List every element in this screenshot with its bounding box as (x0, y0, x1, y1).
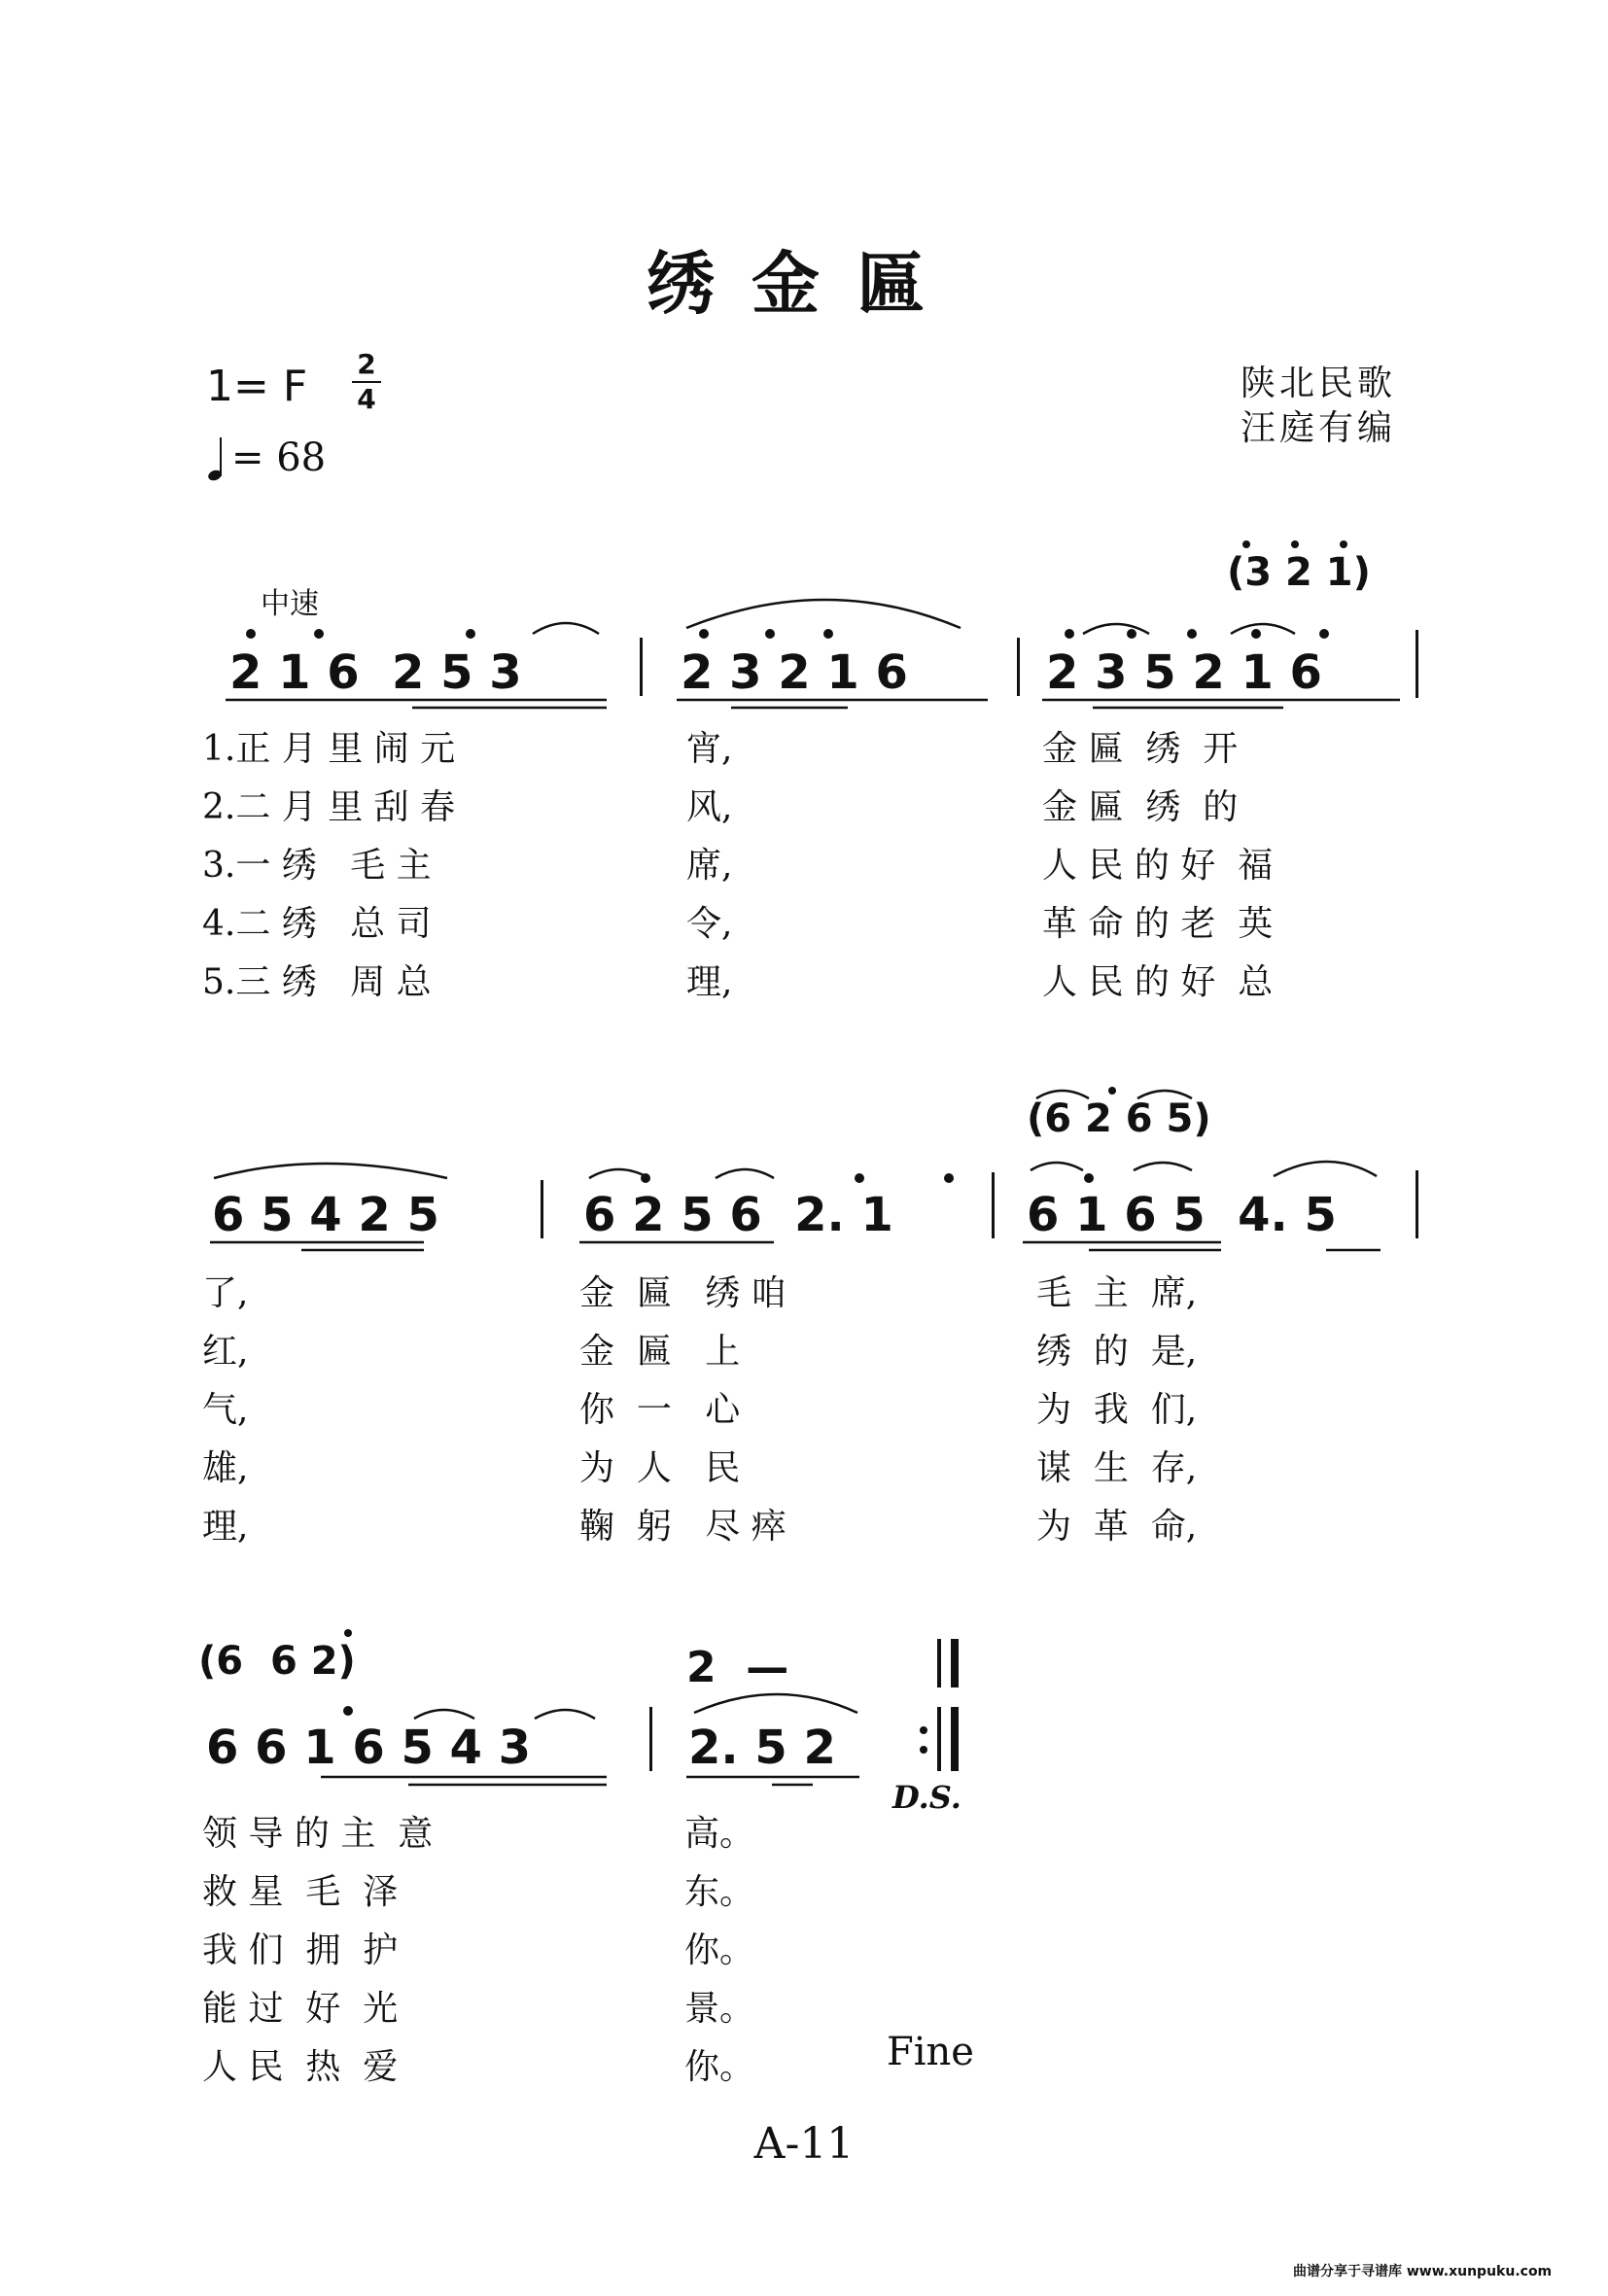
lyric-line: 1.正 月 里 闹 元 (202, 729, 456, 769)
lyric-line: 金 匾 绣 开 (1042, 729, 1239, 769)
intro-notes-1: (3 2 1) (1227, 550, 1371, 595)
lyric-line: 为 革 命, (1036, 1507, 1198, 1547)
key-signature: 1= F (206, 362, 308, 411)
lyric-line: 人 民 的 好 福 (1042, 846, 1274, 886)
lyric-line: 我 们 拥 护 (202, 1931, 399, 1970)
footer-credit: 曲谱分享于寻谱库 www.xunpuku.com (1293, 2264, 1553, 2279)
measure-4: 6 5 4 2 5 (212, 1188, 439, 1242)
lyric-line: 绣 的 是, (1036, 1332, 1198, 1372)
measure-5: 6 2 5 6 2. 1 (583, 1188, 893, 1242)
lyric-line: 救 星 毛 泽 (202, 1872, 399, 1912)
lyric-line: 红, (202, 1332, 249, 1372)
lyric-line: 景。 (684, 1989, 755, 2029)
lyric-line: 谋 生 存, (1036, 1448, 1198, 1488)
lyric-line: 为 我 们, (1036, 1390, 1198, 1430)
lyric-line: 人 民 的 好 总 (1042, 962, 1274, 1002)
lyric-line: 你。 (684, 2047, 755, 2087)
lyric-line: 鞠 躬 尽 瘁 (579, 1507, 787, 1547)
lyric-line: 理, (202, 1507, 249, 1547)
lyric-line: 你 一 心 (579, 1390, 741, 1430)
measure-2: 2 3 2 1 6 (681, 645, 908, 700)
lyric-line: 席, (686, 846, 733, 886)
lyric-line: 你。 (684, 1931, 755, 1970)
attribution-arranger: 汪庭有编 (1241, 408, 1397, 448)
page-number: A-11 (753, 2119, 855, 2169)
lyric-line: 4.二 绣 总 司 (202, 904, 432, 944)
intro-notes-3: (6 6 2) (198, 1639, 356, 1684)
speed-marking: 中速 (261, 587, 319, 621)
lyric-line: 金 匾 绣 的 (1042, 787, 1239, 827)
ds-marking: D.S. (892, 1779, 961, 1816)
lyric-line: 风, (686, 787, 733, 827)
lyric-line: 毛 主 席, (1036, 1273, 1198, 1313)
measure-8: 2. 5 2 (688, 1721, 836, 1775)
song-title: 绣金匾 (647, 244, 961, 324)
intro-notes-2: (6 2 6 5) (1027, 1096, 1211, 1141)
lyric-line: 东。 (684, 1872, 755, 1912)
attribution-origin: 陕北民歌 (1241, 364, 1397, 403)
measure-3: 2 3 5 2 1 6 (1046, 645, 1322, 700)
alt-ending: 2 — (686, 1643, 789, 1692)
tempo-value: = 68 (231, 435, 327, 480)
lyric-line: 5.三 绣 周 总 (202, 962, 432, 1002)
lyric-line: 领 导 的 主 意 (202, 1814, 434, 1854)
lyric-line: 人 民 热 爱 (202, 2047, 399, 2087)
lyric-line: 金 匾 上 (579, 1332, 741, 1372)
lyric-line: 金 匾 绣 咱 (579, 1273, 787, 1313)
lyric-line: 为 人 民 (579, 1448, 741, 1488)
measure-7: 6 6 1 6 5 4 3 (206, 1721, 532, 1775)
lyric-line: 理, (686, 962, 733, 1002)
time-signature-top: 2 (357, 348, 376, 380)
measure-1: 2 1 6 2 5 3 (229, 645, 522, 700)
lyric-line: 了, (202, 1273, 249, 1313)
lyric-line: 3.一 绣 毛 主 (202, 846, 432, 886)
lyric-line: 气, (202, 1390, 249, 1430)
lyric-line: 2.二 月 里 刮 春 (202, 787, 456, 827)
fine-marking: Fine (887, 2030, 974, 2074)
lyric-line: 高。 (684, 1814, 755, 1854)
lyric-line: 能 过 好 光 (202, 1989, 399, 2029)
lyric-line: 雄, (202, 1448, 249, 1488)
time-signature-bottom: 4 (357, 383, 376, 415)
measure-6: 6 1 6 5 4. 5 (1027, 1188, 1337, 1242)
lyric-line: 令, (686, 904, 733, 944)
lyric-line: 宵, (686, 729, 733, 769)
lyric-line: 革 命 的 老 英 (1042, 904, 1274, 944)
